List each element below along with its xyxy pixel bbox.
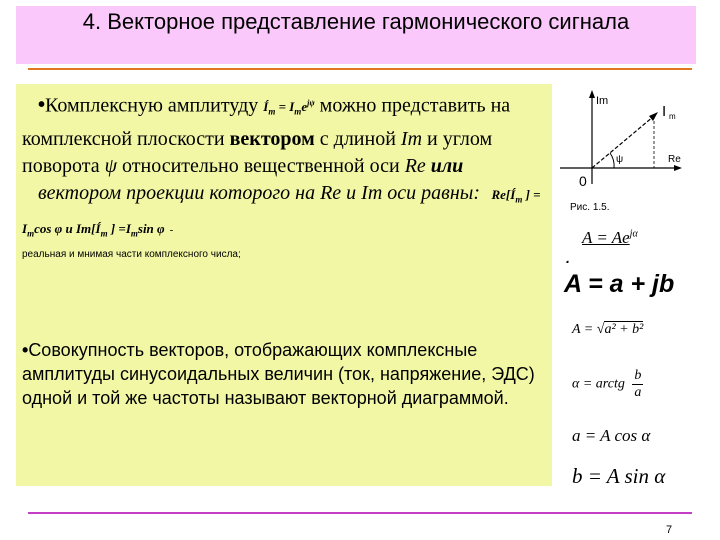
x-axis-arrow: [674, 165, 682, 171]
footer-line: [28, 512, 692, 514]
vector-label: I: [662, 103, 667, 120]
page-number: 7: [666, 524, 673, 536]
formula-cos: a = A cos α: [572, 426, 651, 445]
note-text: реальная и мнимая части комплексного числа;: [22, 249, 241, 261]
vector-figure: [556, 84, 706, 202]
text: Комплексную амплитуду: [45, 94, 259, 117]
origin-label: 0: [579, 173, 587, 189]
bullet-vector-diagram: [22, 338, 546, 410]
im-label: Im: [400, 127, 423, 150]
formula-modulus: A = √a² + b²: [572, 322, 644, 337]
projection-text: вектором проекции которого на Re и Im оси равны:: [38, 181, 480, 204]
formula-exponential: $A = Ae^{j\alpha}$: [582, 228, 638, 247]
text: с длиной: [319, 127, 396, 150]
text: можно представить на комплексной плоскости: [22, 94, 511, 150]
axis-x-label: Re: [668, 154, 681, 165]
text: Совокупность векторов, отображающих комплексные амплитуды синусоидальных величин (ток, напряжение, ЭДС) одной и той же частоты называют векторной диаграммой.: [22, 340, 535, 408]
bullet-dot: •: [22, 340, 29, 360]
angle-label: ψ: [616, 154, 624, 165]
vector-bold: вектором: [229, 127, 315, 150]
slide-title: 4. Векторное представление гармонического сигнала: [82, 9, 630, 34]
text: и углом поворота: [22, 127, 493, 177]
y-axis-arrow: [589, 90, 595, 98]
formula-sin: b = A sin α: [572, 464, 666, 488]
formula-algebraic: A = a + jb: [564, 270, 675, 298]
projection-formula: $Re[Í_m$ ] = $I_m\cos$ φ и $Im[Í_m$ ] $=I_m\sin$ φ: [22, 186, 541, 239]
dash: -: [169, 223, 174, 236]
title-underline: [28, 68, 692, 70]
formula-angle: α = arctg $\frac{b}{a}$: [572, 368, 642, 400]
ili-bold: или: [430, 154, 464, 177]
angle-arc: [610, 153, 614, 168]
axis-y-label: Im: [596, 95, 609, 107]
bullet-complex-amplitude: [22, 90, 546, 261]
formula-inline: $Í_m = I_me^{j\psi}$: [263, 99, 315, 117]
text: относительно вещественной оси: [122, 154, 400, 177]
psi-symbol: ψ: [104, 154, 118, 177]
bullet-dot: •: [38, 94, 46, 117]
formula-dot: .: [566, 250, 570, 266]
figure-caption: Рис. 1.5.: [570, 202, 610, 213]
re-label: Re: [404, 154, 426, 177]
vector-sub: m: [669, 112, 676, 121]
